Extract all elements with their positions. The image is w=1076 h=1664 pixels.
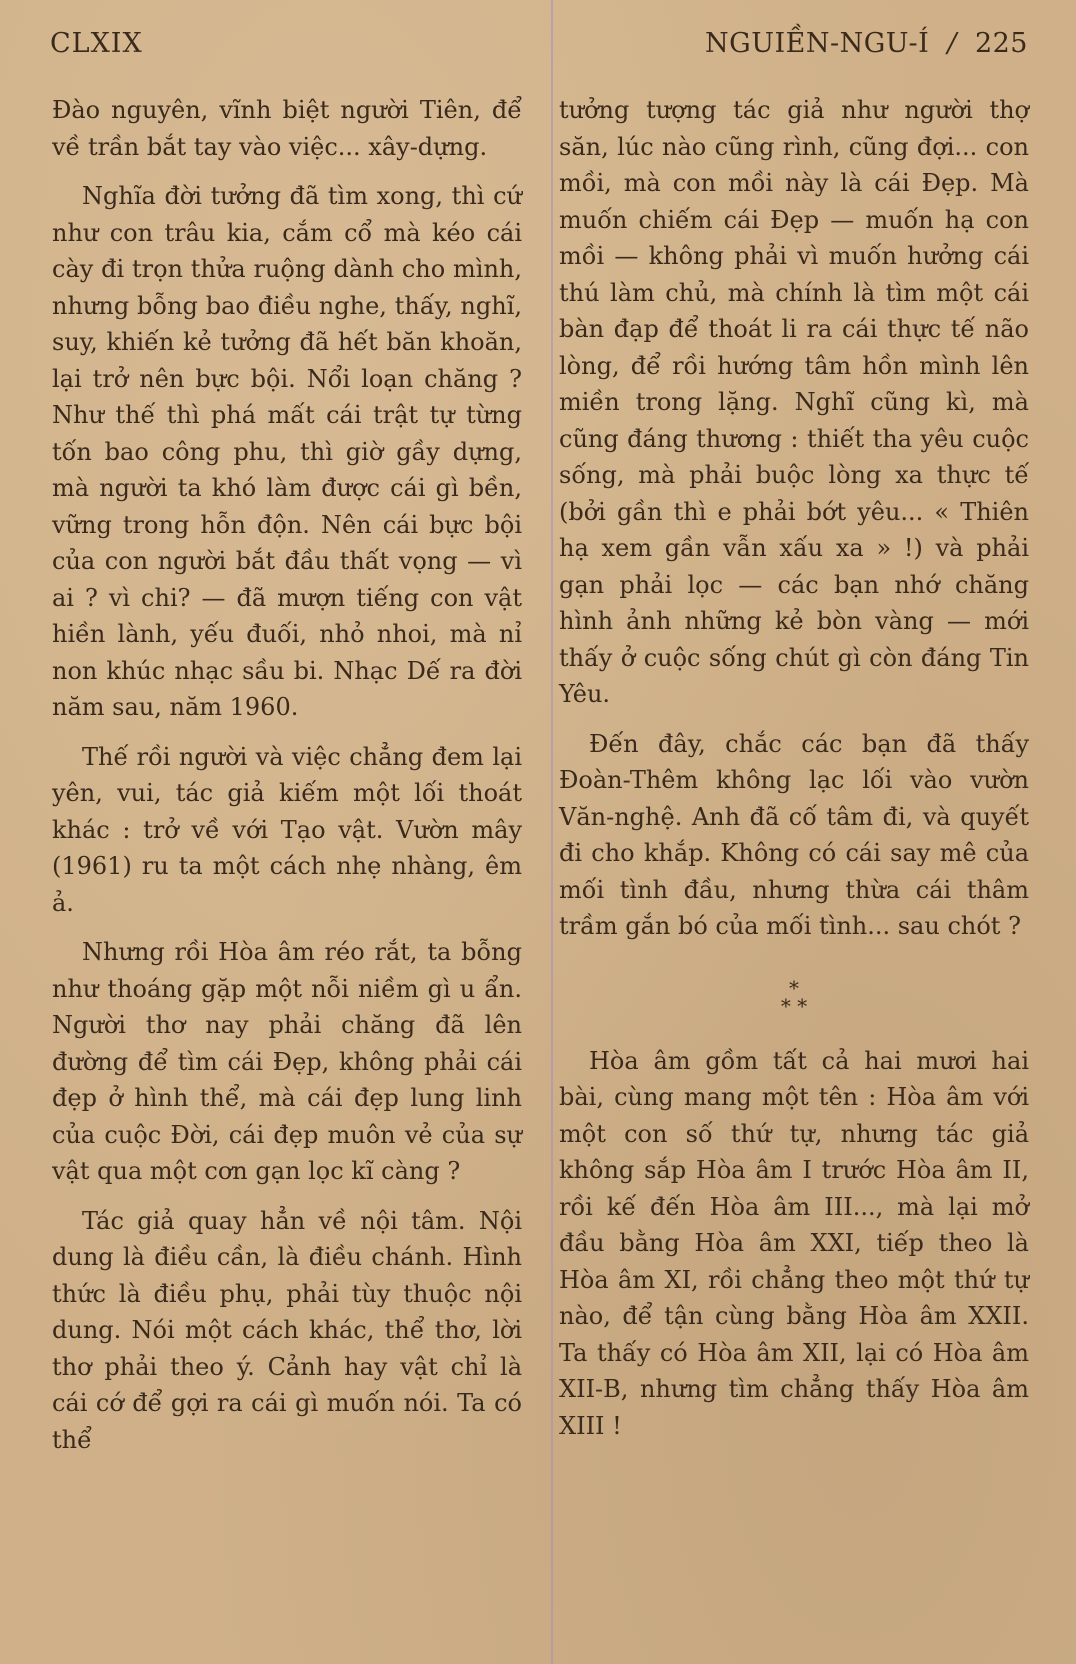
column-gutter (551, 0, 553, 1664)
paragraph: Nhưng rồi Hòa âm réo rắt, ta bỗng như thoáng gặp một nỗi niềm gì u ẩn. Người thơ nay phải chăng đã lên đường để tìm cái Đẹp, không phải cái đẹp ở hình thể, mà cái đẹp lung linh của cuộc Đời, cái đẹp muôn vẻ của sự vật qua một cơn gạn lọc kĩ càng ? (52, 938, 522, 1185)
right-column (559, 92, 1029, 1457)
page-number: 225 (974, 28, 1028, 59)
paragraph: Đến đây, chắc các bạn đã thấy Đoàn-Thêm không lạc lối vào vườn Văn-nghệ. Anh đã cố tâm đi, và quyết đi cho khắp. Không có cái say mê của mối tình đầu, nhưng thừa cái thâm trầm gắn bó của mối tình... sau chót ? (559, 729, 1029, 940)
author-name: NGUIỀN-NGU-Í (705, 28, 930, 59)
paragraph: tưởng tượng tác giả như người thợ săn, lúc nào cũng rình, cũng đợi... con mồi, mà con mồi này là cái Đẹp. Mà muốn chiếm cái Đẹp — muốn hạ con mồi — không phải vì muốn hưởng cái thú làm chủ, mà chính là tìm một cái bàn đạp để thoát li ra cái thực tế não lòng, để rồi hướng tâm hồn mình lên miền trong lặng. Nghĩ cũng kì, mà cũng đáng thương : thiết tha yêu cuộc sống, mà phải buộc lòng xa thực tế (bởi gần thì e phải bớt yêu... « Thiên hạ xem gần vẫn xấu xa » !) và phải gạn phải lọc — các bạn nhớ chăng hình ảnh những kẻ bòn vàng — mới thấy ở cuộc sống chút gì còn đáng Tin Yêu. (559, 96, 1029, 708)
paragraph: Hòa âm gồm tất cả hai mươi hai bài, cùng mang một tên : Hòa âm với một con số thứ tự, nhưng tác giả không sắp Hòa âm I trước Hòa âm II, rồi kế đến Hòa âm III..., mà lại mở đầu bằng Hòa âm XXI, tiếp theo là Hòa âm XI, rồi chẳng theo một thứ tự nào, để tận cùng bằng Hòa âm XXII. Ta thấy có Hòa âm XII, lại có Hòa âm XII-B, nhưng tìm chẳng thấy Hòa âm XIII ! (559, 1046, 1029, 1440)
section-separator (559, 975, 1029, 1018)
separator-star-top: * (789, 975, 799, 1000)
paragraph: Thế rồi người và việc chẳng đem lại yên, vui, tác giả kiếm một lối thoát khác : trở về với Tạo vật. Vườn mây (1961) ru ta một cách nhẹ nhàng, êm ả. (52, 742, 522, 917)
paragraph: Đào nguyên, vĩnh biệt người Tiên, để về trần bắt tay vào việc... xây-dựng. (52, 96, 522, 161)
separator-star-bottom: * * (780, 993, 808, 1018)
header-separator: / (947, 28, 957, 59)
paragraph: Tác giả quay hẳn về nội tâm. Nội dung là điều cần, là điều chánh. Hình thức là điều phụ, phải tùy thuộc nội dung. Nói một cách khác, thể thơ, lời thơ phải theo ý. Cảnh hay vật chỉ là cái cớ để gợi ra cái gì muốn nói. Ta có thể (52, 1206, 522, 1454)
paragraph: Nghĩa đời tưởng đã tìm xong, thì cứ như con trâu kia, cắm cổ mà kéo cái cày đi trọn thửa ruộng dành cho mình, nhưng bỗng bao điều nghe, thấy, nghĩ, suy, khiến kẻ tưởng đã hết băn khoăn, lại trở nên bực bội. Nổi loạn chăng ? Như thế thì phá mất cái trật tự từng tốn bao công phu, thì giờ gầy dựng, mà người ta khó làm được cái gì bền, vững trong hỗn độn. Nên cái bực bội của con người bắt đầu thất vọng — vì ai ? vì chi? — đã mượn tiếng con vật hiền lành, yếu đuối, nhỏ nhoi, mà nỉ non khúc nhạc sầu bi. Nhạc Dế ra đời năm sau, năm 1960. (52, 182, 522, 721)
left-column (52, 92, 522, 1471)
running-header (705, 28, 1028, 59)
chapter-number: CLXIX (50, 28, 143, 59)
